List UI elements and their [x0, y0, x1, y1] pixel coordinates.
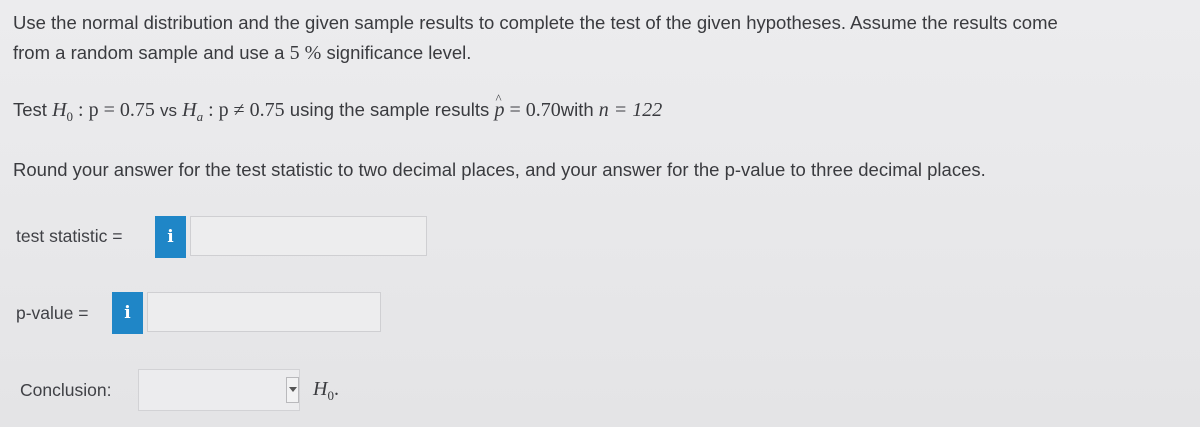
intro-line-2 — [13, 38, 1058, 68]
vs-word: vs — [160, 101, 178, 120]
p-value-label: p-value = — [16, 303, 89, 323]
using-text: using the sample results — [289, 99, 490, 120]
conclusion-h0: $H_0$. — [313, 378, 339, 403]
significance-value: 5 % — [289, 42, 322, 64]
p-value-input[interactable] — [147, 292, 381, 332]
null-hypothesis: $H_0$ : p = 0.75 — [52, 99, 155, 124]
alternative-hypothesis: $H_a$ : p ≠ 0.75 — [182, 99, 285, 124]
sample-size: n = 122 — [598, 99, 663, 121]
test-statistic-label: test statistic = — [16, 226, 123, 246]
intro-text-b: significance level. — [326, 42, 472, 63]
test-statistic-input[interactable] — [190, 216, 427, 256]
intro-text-a: from a random sample and use a — [13, 42, 285, 63]
conclusion-label: Conclusion: — [20, 380, 112, 400]
conclusion-dropdown[interactable] — [138, 369, 300, 411]
sample-proportion: ^ p = 0.70 — [494, 99, 560, 121]
with-text: with — [560, 99, 594, 120]
rounding-instructions: Round your answer for the test statistic to two decimal places, and your answer for the p-value to three decimal places. — [13, 159, 986, 180]
chevron-down-icon[interactable] — [286, 377, 299, 403]
intro-line-1: Use the normal distribution and the given sample results to complete the test of the given hypotheses. Assume the results come — [13, 12, 1058, 33]
info-icon[interactable]: i — [112, 292, 143, 334]
hypotheses-line — [13, 95, 662, 132]
info-icon[interactable]: i — [155, 216, 186, 258]
question-intro — [13, 8, 1058, 68]
test-word: Test — [13, 99, 47, 120]
